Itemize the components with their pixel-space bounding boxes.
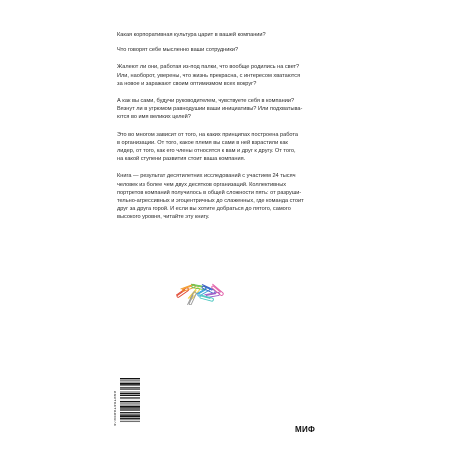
- book-about-paragraph: [117, 172, 317, 221]
- barcode-bar: [120, 405, 140, 406]
- text-line: на какой ступени развития стоит ваша компания.: [117, 156, 246, 163]
- barcode-bar: [120, 383, 140, 385]
- barcode-bar: [120, 389, 140, 390]
- barcode-bar: [120, 415, 140, 417]
- text-line: тельно-агрессивных и эгоцентричных до слаженных, где команда стоит: [117, 198, 304, 205]
- barcode-bar: [120, 387, 140, 388]
- barcode-bar: [120, 397, 140, 398]
- text-line: друг за друга горой. И если вы хотите добраться до пятого, самого: [117, 206, 291, 213]
- barcode-bar: [120, 410, 140, 411]
- text-line: человек из более чем двух десятков организаций. Коллективных: [117, 181, 287, 188]
- isbn-barcode: [120, 377, 140, 439]
- barcode-bar: [120, 392, 140, 393]
- question-employees: [117, 46, 317, 54]
- text-line: высокого уровня, читайте эту книгу.: [117, 214, 210, 221]
- question-leader: [117, 97, 317, 122]
- question-attitude: [117, 63, 317, 88]
- barcode-bar: [120, 420, 140, 421]
- text-line: ются во имя великих целей?: [117, 114, 191, 121]
- text-line: лидер, от того, как его члены относятся к вам и друг к другу. От того,: [117, 148, 296, 155]
- text-line: Жалеют ли они, работая из-под палки, что вообще родились на свет?: [117, 64, 300, 71]
- question-culture: [117, 31, 317, 39]
- barcode-bar: [120, 401, 140, 402]
- barcode-bar: [120, 398, 140, 399]
- text-line: Книга — результат десятилетних исследований с участием 24 тысяч: [117, 173, 296, 180]
- barcode-bar: [120, 421, 140, 422]
- barcode-bar: [120, 408, 140, 409]
- text-line: портретов компаний получилось в общей сложности пять: от разруши-: [117, 189, 302, 196]
- text-line: Или, наоборот, уверены, что жизнь прекрасна, с интересом хватаются: [117, 72, 301, 79]
- barcode-bar: [120, 378, 140, 379]
- back-cover-text: [117, 31, 317, 229]
- barcode-bar: [120, 414, 140, 415]
- barcode-bar: [120, 385, 140, 386]
- text-line: в организации. От того, какое племя вы сами в ней взрастили как: [117, 139, 288, 146]
- text-line: за новое и заражают своим оптимизмом всех вокруг?: [117, 80, 257, 87]
- text-line: Вязнут ли в угрюмом равнодушии ваши инициативы? Или подхватыва-: [117, 106, 303, 113]
- paperclips-illustration: [176, 279, 228, 305]
- barcode-bar: [120, 412, 140, 413]
- publisher-logo: МИФ: [295, 425, 316, 434]
- isbn-digits: 9785001951869: [114, 390, 118, 426]
- text-line: Какая корпоративная культура царит в вашей компании?: [117, 32, 266, 38]
- barcode-bar: [120, 406, 140, 408]
- text-line: Это во многом зависит от того, на каких принципах построена работа: [117, 131, 299, 138]
- explanation-paragraph: [117, 131, 317, 164]
- barcode-bar: [120, 393, 140, 394]
- text-line: Что говорят себе мысленно ваши сотрудники?: [117, 47, 239, 54]
- barcode-bar: [120, 403, 140, 404]
- barcode-bar: [120, 395, 140, 396]
- barcode-bar: [120, 380, 140, 381]
- barcode-bar: [120, 382, 140, 383]
- barcode-bar: [120, 418, 140, 419]
- text-line: А как вы сами, будучи руководителем, чувствуете себя в компании?: [117, 98, 295, 105]
